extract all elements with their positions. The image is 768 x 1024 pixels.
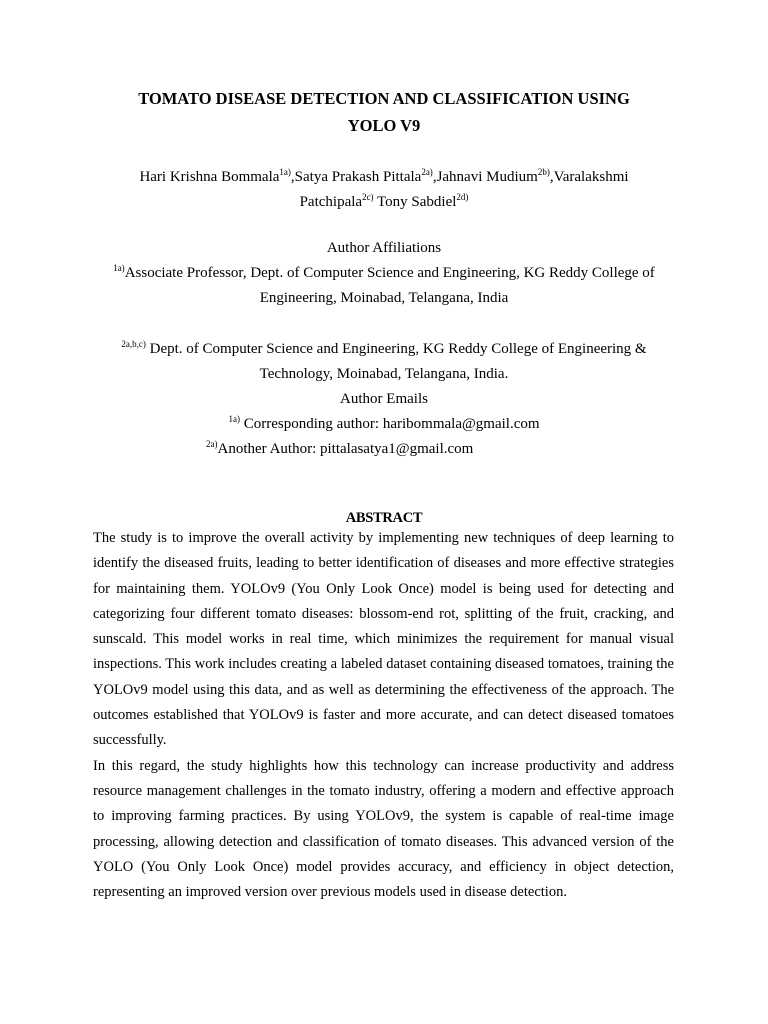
affiliation-superscript: 2a,b,c) bbox=[121, 339, 146, 349]
author-name: Tony Sabdiel bbox=[373, 194, 457, 210]
email-text: Corresponding author: haribommala@gmail.com bbox=[239, 416, 540, 432]
abstract-paragraph-2: In this regard, the study highlights how this technology can increase productivity and address resource management challenges in the tomato industry, offering a modern and effective approach to improving farming practices. By using YOLOv9, the system is capable of real-time image processing, allowing detection and classification of tomato diseases. This advanced version of the YOLO (You Only Look Once) model provides accuracy, and efficiency in object detection, representing an improved version over previous models used in disease detection. bbox=[93, 757, 674, 901]
author-superscript: 2b) bbox=[537, 167, 550, 177]
affiliation-1-line-1 bbox=[60, 261, 708, 286]
author-superscript: 1a) bbox=[279, 167, 291, 177]
email-corresponding bbox=[60, 412, 708, 437]
email-superscript: 2a) bbox=[206, 439, 218, 449]
author-name: ,Varalakshmi bbox=[549, 169, 629, 185]
email-text: Another Author: pittalasatya1@gmail.com bbox=[217, 441, 474, 457]
abstract-paragraph-1: The study is to improve the overall activity by implementing new techniques of deep learning to identify the diseased fruits, leading to better identification of diseases and more effective strategies for maintaining them. YOLOv9 (You Only Look Once) model is being used for detecting and categorizing four different tomato diseases: blossom-end rot, splitting of the fruit, cracking, and sunscald. This model works in real time, which minimizes the requirement for manual visual inspections. This work includes creating a labeled dataset containing diseased tomatoes, training the YOLOv9 model using this data, and as well as determining the effectiveness of the approach. The outcomes established that YOLOv9 is faster and more accurate, and can detect diseased tomatoes successfully. bbox=[93, 530, 674, 749]
author-list bbox=[60, 165, 708, 215]
email-superscript: 1a) bbox=[228, 414, 240, 424]
affiliations-heading: Author Affiliations bbox=[326, 240, 442, 256]
author-name: ,Satya Prakash Pittala bbox=[290, 169, 422, 185]
affiliation-text: Dept. of Computer Science and Engineering, KG Reddy College of Engineering & bbox=[145, 341, 647, 357]
emails-heading: Author Emails bbox=[340, 391, 428, 407]
affiliation-1 bbox=[60, 261, 708, 311]
author-superscript: 2a) bbox=[421, 167, 433, 177]
author-line-1 bbox=[60, 165, 708, 190]
affiliation-2-line-1 bbox=[60, 337, 708, 362]
author-line-2 bbox=[60, 190, 708, 215]
email-another bbox=[206, 437, 473, 462]
author-superscript: 2c) bbox=[362, 192, 374, 202]
affiliation-1-line-2: Engineering, Moinabad, Telangana, India bbox=[259, 290, 509, 306]
affiliation-text: Associate Professor, Dept. of Computer Science and Engineering, KG Reddy College of bbox=[124, 265, 655, 281]
affiliation-2 bbox=[60, 337, 708, 387]
affiliation-superscript: 1a) bbox=[113, 263, 125, 273]
title-line-2: YOLO V9 bbox=[347, 116, 421, 135]
author-superscript: 2d) bbox=[456, 192, 469, 202]
author-name: Hari Krishna Bommala bbox=[139, 169, 280, 185]
author-name: Patchipala bbox=[299, 194, 363, 210]
title-line-1: TOMATO DISEASE DETECTION AND CLASSIFICATION USING bbox=[138, 89, 630, 108]
affiliation-2-line-2: Technology, Moinabad, Telangana, India. bbox=[259, 366, 509, 382]
author-name: ,Jahnavi Mudium bbox=[432, 169, 538, 185]
paper-title bbox=[60, 85, 708, 139]
abstract-body bbox=[93, 526, 674, 905]
abstract-heading: ABSTRACT bbox=[345, 510, 423, 526]
